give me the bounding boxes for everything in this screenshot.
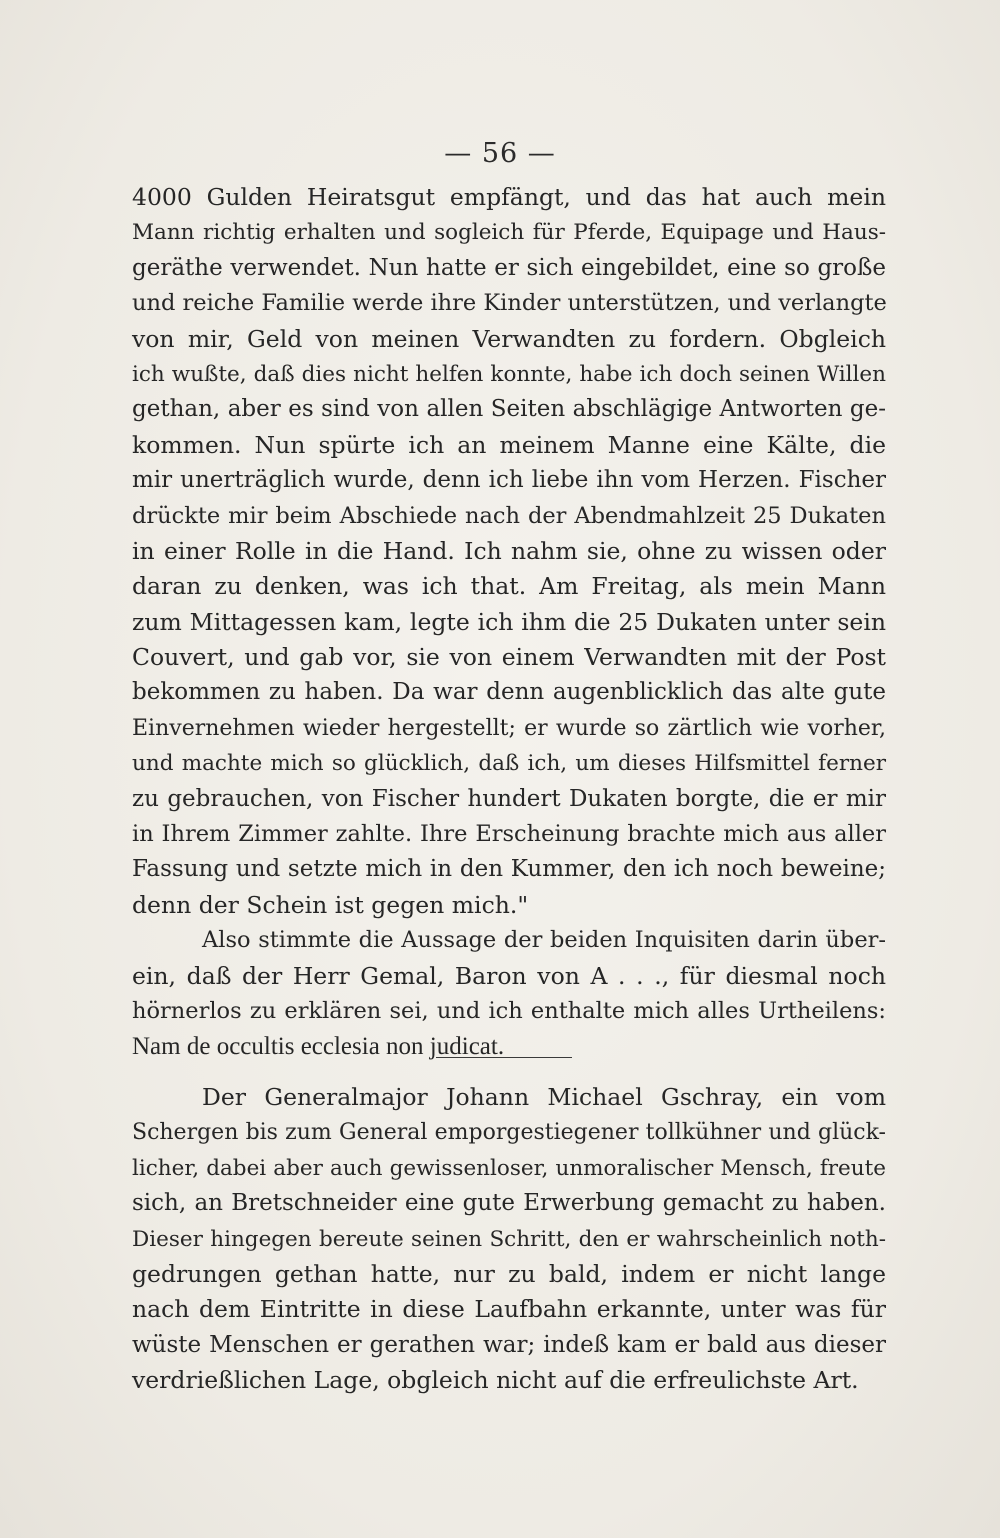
text-line: bekommen zu haben. Da war denn augenblicklich das alte gute	[132, 679, 886, 706]
latin-quote-line: Nam de occultis ecclesia non judicat.	[132, 1033, 505, 1061]
text-line: und reiche Familie werde ihre Kinder unterstützen, und verlangte	[132, 290, 887, 317]
text-line: zu gebrauchen, von Fischer hundert Dukaten borgte, die er mir	[132, 785, 886, 812]
text-line: wüste Menschen er gerathen war; indeß kam er bald aus dieser	[132, 1331, 886, 1358]
text-line: geräthe verwendet. Nun hatte er sich eingebildet, eine so große	[132, 254, 886, 281]
text-line: Der Generalmajor Johann Michael Gschray, ein vom	[202, 1083, 886, 1111]
section-divider	[436, 1057, 572, 1058]
text-line: denn der Schein ist gegen mich."	[132, 890, 529, 919]
text-line: Also stimmte die Aussage der beiden Inquisiten darin über-	[202, 927, 886, 954]
main-text	[132, 180, 886, 1065]
text-line: Fassung und setzte mich in den Kummer, den ich noch beweine;	[132, 856, 886, 883]
text-line: zum Mittagessen kam, legte ich ihm die 25 Dukaten unter sein	[132, 607, 886, 636]
text-line: nach dem Eintritte in diese Laufbahn erkannte, unter was für	[132, 1295, 886, 1324]
text-line: ich wußte, daß dies nicht helfen konnte, habe ich doch seinen Willen	[132, 361, 886, 387]
text-line: gethan, aber es sind von allen Seiten abschlägige Antworten ge-	[132, 396, 886, 423]
second-section-text	[132, 1080, 886, 1399]
text-line: sich, an Bretschneider eine gute Erwerbung gemacht zu haben.	[132, 1190, 886, 1217]
page-number: — 56 —	[444, 138, 556, 169]
text-line: 4000 Gulden Heiratsgut empfängt, und das hat auch mein	[132, 183, 886, 211]
text-line: Couvert, und gab vor, sie von einem Verwandten mit der Post	[132, 643, 886, 672]
text-line: hörnerlos zu erklären sei, und ich enthalte mich alles Urtheilens:	[132, 997, 886, 1024]
text-line: verdrießlichen Lage, obgleich nicht auf die erfreulichste Art.	[132, 1366, 859, 1395]
text-line: in Ihrem Zimmer zahlte. Ihre Erscheinung brachte mich aus aller	[132, 821, 886, 848]
text-line: Schergen bis zum General emporgestiegener tollkühner und glück-	[132, 1120, 886, 1146]
text-line: von mir, Geld von meinen Verwandten zu fordern. Obgleich	[132, 324, 886, 353]
text-line: Mann richtig erhalten und sogleich für Pferde, Equipage und Haus-	[132, 220, 886, 246]
text-line: gedrungen gethan hatte, nur zu bald, indem er nicht lange	[132, 1259, 886, 1288]
text-line: ein, daß der Herr Gemal, Baron von A . . ., für diesmal noch	[132, 961, 886, 990]
text-line: Einvernehmen wieder hergestellt; er wurde so zärtlich wie vorher,	[132, 715, 886, 741]
text-line: mir unerträglich wurde, denn ich liebe ihn vom Herzen. Fischer	[132, 467, 886, 494]
text-line: daran zu denken, was ich that. Am Freitag, als mein Mann	[132, 572, 886, 601]
text-line: kommen. Nun spürte ich an meinem Manne eine Kälte, die	[132, 430, 886, 459]
text-line: und machte mich so glücklich, daß ich, um dieses Hilfsmittel ferner	[132, 751, 886, 777]
text-line: in einer Rolle in die Hand. Ich nahm sie, ohne zu wissen oder	[132, 536, 886, 565]
text-line: Dieser hingegen bereute seinen Schritt, den er wahrscheinlich noth-	[132, 1226, 886, 1252]
text-line: drückte mir beim Abschiede nach der Abendmahlzeit 25 Dukaten	[132, 502, 886, 529]
text-line: licher, dabei aber auch gewissenloser, unmoralischer Mensch, freute	[132, 1155, 886, 1181]
